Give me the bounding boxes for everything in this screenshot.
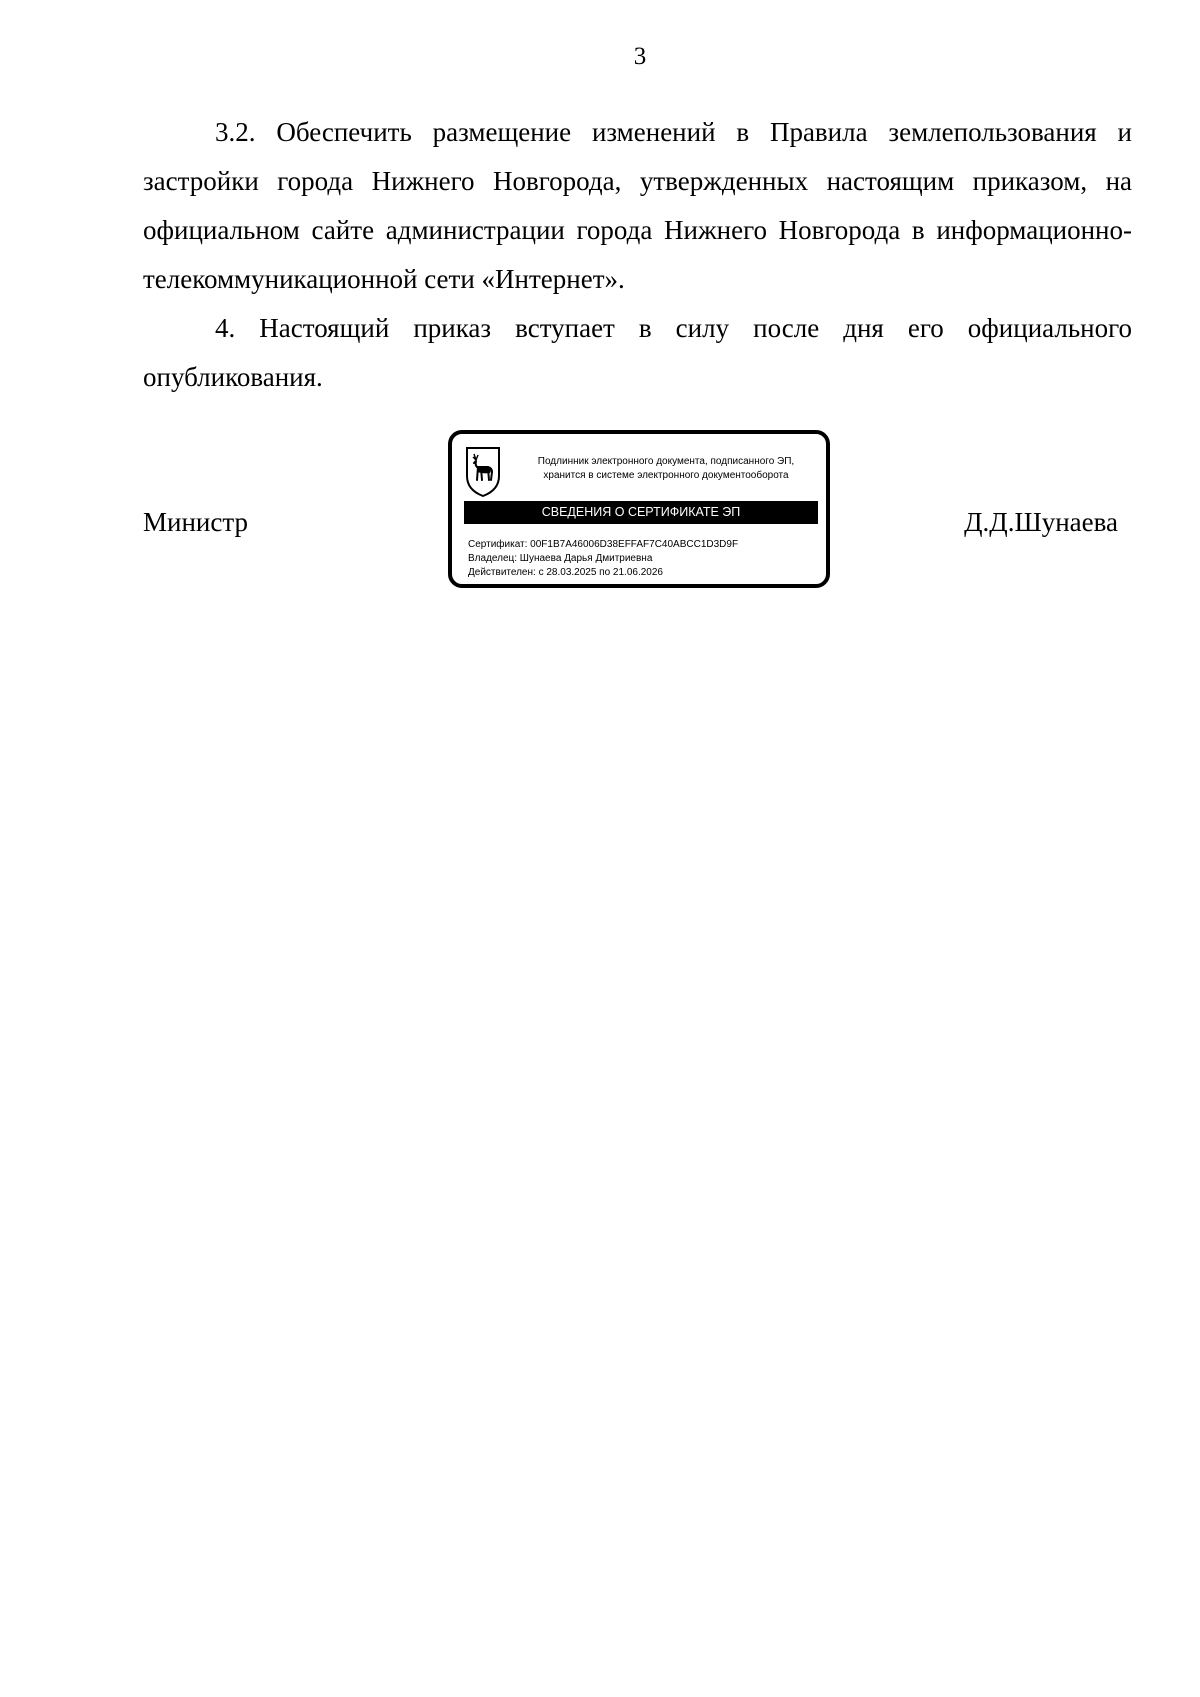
paragraph-4: 4. Настоящий приказ вступает в силу после дня его официального опубликования. — [143, 313, 1132, 392]
stamp-title-bar: СВЕДЕНИЯ О СЕРТИФИКАТЕ ЭП — [464, 501, 818, 524]
paragraph-3-2: 3.2. Обеспечить размещение изменений в Правила землепользования и застройки города Нижнего Новгорода, утвержденных настоящим приказом, на официальном сайте администрации города Нижнего Новгорода в информационно-телекоммуникационной сети «Интернет». — [143, 117, 1132, 294]
coat-of-arms-deer-icon — [464, 446, 502, 498]
signatory-name: Д.Д.Шунаева — [964, 507, 1118, 537]
certificate-owner: Владелец: Шунаева Дарья Дмитриевна — [468, 553, 653, 564]
stamp-header — [516, 455, 816, 483]
stamp-certificate-details — [468, 538, 738, 580]
signatory-title: Министр — [143, 507, 248, 537]
stamp-header-line-1: Подлинник электронного документа, подписанного ЭП, — [537, 456, 795, 467]
electronic-signature-stamp — [448, 430, 830, 588]
stamp-header-line-2: хранится в системе электронного документооборота — [543, 470, 789, 481]
document-body — [143, 108, 1132, 402]
certificate-number: Сертификат: 00F1B7A46006D38EFFAF7C40ABCC1D3D9F — [468, 539, 739, 550]
page-number: 3 — [633, 43, 647, 70]
certificate-validity: Действителен: с 28.03.2025 по 21.06.2026 — [468, 567, 663, 578]
